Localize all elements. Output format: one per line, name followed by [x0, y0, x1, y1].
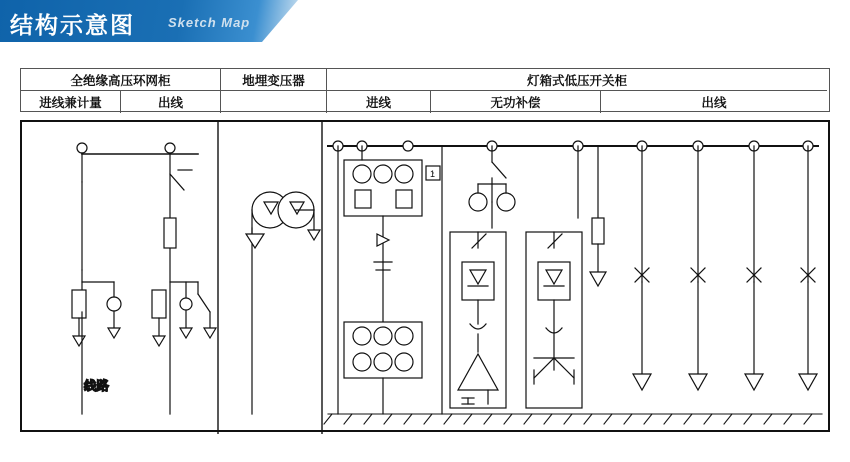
- legend-sub-2-0: 进线: [327, 91, 431, 113]
- outgoing-feeder-2: [689, 146, 707, 390]
- lv-isolator-blade: [469, 146, 515, 228]
- schematic-diagram: [20, 120, 830, 432]
- svg-text:1: 1: [430, 169, 436, 179]
- cabinet-legend-table: [20, 68, 830, 112]
- legend-sub-row: [21, 91, 829, 113]
- transformer-two-winding: [252, 192, 314, 228]
- lv-fuse-branch: [590, 146, 606, 286]
- legend-sub-0-0: 进线兼计量: [21, 91, 121, 113]
- outgoing-feeder-3: [745, 146, 763, 390]
- compensation-module-1: [450, 232, 506, 408]
- legend-group-0: 全绝缘高压环网柜: [21, 69, 221, 91]
- ground-hatching: [324, 414, 822, 424]
- line-label: 线路: [84, 379, 110, 393]
- bayA-vt-block: [72, 290, 86, 346]
- bayB-vt-block: [152, 290, 166, 346]
- transformer-ground: [246, 228, 264, 248]
- fuse: [164, 218, 176, 248]
- page-title: 结构示意图: [10, 12, 135, 38]
- legend-group-1: 地埋变压器: [221, 69, 327, 91]
- legend-sub-0-1: 出线: [121, 91, 221, 113]
- outgoing-feeder-4: [799, 146, 817, 390]
- busbar-terminal: [77, 143, 175, 154]
- page-header: [0, 0, 298, 42]
- page-subtitle: Sketch Map: [168, 15, 251, 30]
- compensation-module-2: [526, 232, 582, 408]
- bayA-ct-circle: [107, 282, 121, 338]
- outgoing-feeder-1: [633, 146, 651, 390]
- schematic-svg: [22, 122, 832, 434]
- legend-group-row: [21, 69, 829, 91]
- measurement-instrument: [426, 166, 440, 180]
- legend-sub-2-1: 无功补偿: [431, 91, 601, 113]
- legend-sub-1-0: [221, 91, 327, 113]
- legend-group-2: 灯箱式低压开关柜: [327, 69, 827, 91]
- bayB-earthing-switch: [170, 282, 216, 338]
- ground-symbol: [73, 336, 85, 346]
- bayB-load-switch: [170, 170, 192, 190]
- legend-sub-2-2: 出线: [701, 96, 727, 110]
